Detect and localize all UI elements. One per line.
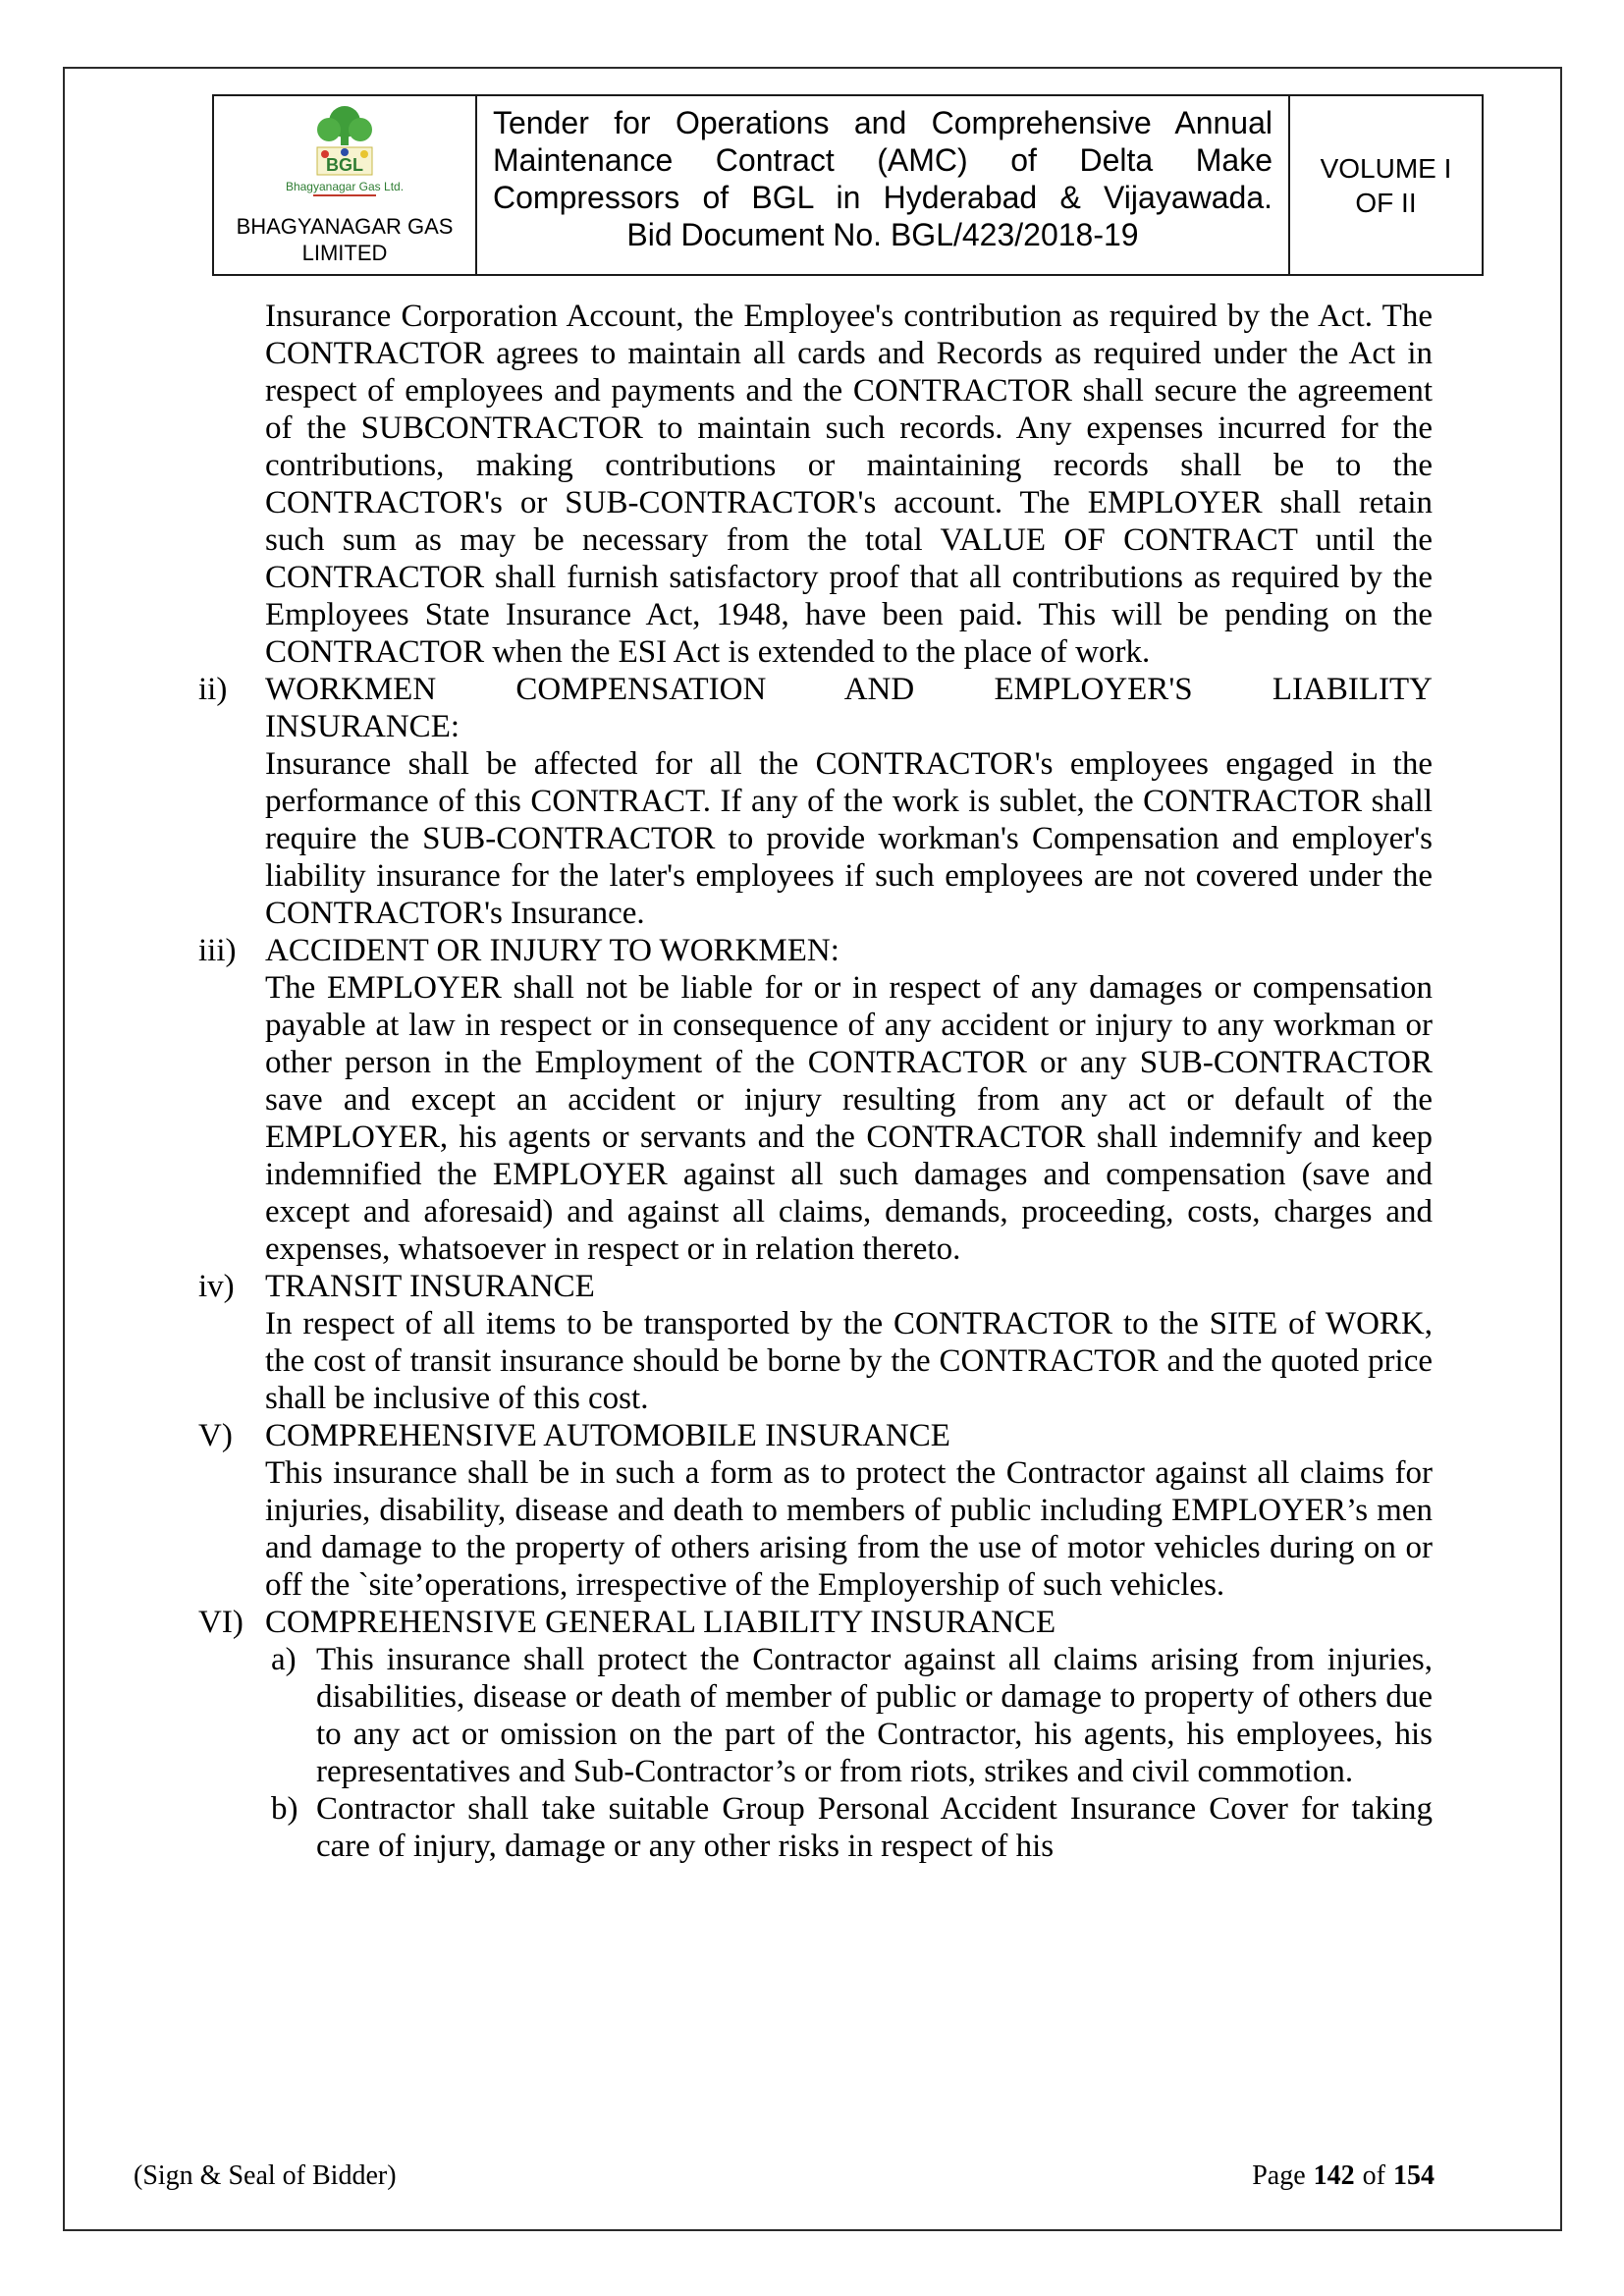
section-paragraph: In respect of all items to be transported by the CONTRACTOR to the SITE of WORK, the cost of transit insurance should be borne by the CONTRACTOR and the quoted price shall be inclusive of this cost. [265,1306,1433,1416]
volume-line-2: OF II [1355,187,1417,218]
logo-tagline: Bhagyanagar Gas Ltd. [285,180,405,193]
bid-document-no: Bid Document No. BGL/423/2018-19 [626,217,1139,252]
section-v [198,1417,1433,1604]
section-iv [198,1268,1433,1417]
document-body [198,298,1433,1865]
page-number [1252,2160,1435,2192]
page-word: Page [1252,2160,1306,2191]
subitem-b [271,1790,1433,1865]
of-word: of [1362,2160,1385,2191]
section-marker: ii) [198,672,228,707]
section-intro [198,298,1433,671]
header-title-cell [477,96,1290,274]
subitem-marker: a) [271,1642,297,1677]
section-marker: VI) [198,1605,244,1640]
org-name: BHAGYANAGAR GAS LIMITED [236,214,454,265]
section-heading: COMPREHENSIVE AUTOMOBILE INSURANCE [265,1418,950,1453]
section-marker: V) [198,1418,233,1453]
section-paragraph: The EMPLOYER shall not be liable for or in respect of any damages or compensation payable at law in respect or in consequence of any accident or injury to any workman or other person in the Employment of the CONTRACTOR or any SUB-CONTRACTOR save and except an accident or injury resulting from any act or default of the EMPLOYER, his agents or servants and the CONTRACTOR shall indemnify and keep indemnified the EMPLOYER against all such damages and compensation (save and except and aforesaid) and against all claims, demands, proceeding, costs, charges and expenses, whatsoever in respect or in relation thereto. [265,970,1433,1267]
volume-line-1: VOLUME I [1320,152,1452,184]
section-heading: COMPREHENSIVE GENERAL LIABILITY INSURANCE [265,1605,1056,1640]
subitem-text: This insurance shall protect the Contractor against all claims arising from injuries, disabilities, disease or death of member of public or damage to property of others due to any act or omission on the part of the Contractor, his agents, his employees, his representatives and Sub-Contractor’s or from riots, strikes and civil commotion. [316,1642,1433,1789]
page-total: 154 [1393,2160,1435,2191]
intro-paragraph: Insurance Corporation Account, the Employee's contribution as required by the Act. The CONTRACTOR agrees to maintain all cards and Records as required under the Act in respect of employees and payments and the CONTRACTOR shall secure the agreement of the SUBCONTRACTOR to maintain such records. Any expenses incurred for the contributions, making contributions or maintaining records shall be to the CONTRACTOR's or SUB-CONTRACTOR's account. The EMPLOYER shall retain such sum as may be necessary from the total VALUE OF CONTRACT until the CONTRACTOR shall furnish satisfactory proof that all contributions as required by the Employees State Insurance Act, 1948, have been paid. This will be pending on the CONTRACTOR when the ESI Act is extended to the place of work. [265,299,1433,670]
document-footer [134,2160,1435,2192]
subitem-text: Contractor shall take suitable Group Personal Accident Insurance Cover for taking care of injury, damage or any other risks in respect of his [316,1791,1433,1864]
document-page [63,67,1562,2231]
tender-title: Tender for Operations and Comprehensive Annual Maintenance Contract (AMC) of Delta Make Compressors of BGL in Hyderabad & Vijayawada. [493,105,1272,215]
section-vi [198,1604,1433,1865]
page-current: 142 [1313,2160,1355,2191]
tree-icon [317,106,372,145]
section-marker: iv) [198,1269,235,1304]
section-marker: iii) [198,933,237,968]
section-heading: WORKMEN COMPENSATION AND EMPLOYER'S LIABILITY [265,672,1433,707]
section-marker [198,298,265,671]
section-iii [198,932,1433,1268]
subitem-marker: b) [271,1791,298,1827]
section-ii [198,671,1433,932]
section-heading: INSURANCE: [265,709,460,744]
section-heading: ACCIDENT OR INJURY TO WORKMEN: [265,933,839,968]
section-paragraph: Insurance shall be affected for all the CONTRACTOR's employees engaged in the performance of this CONTRACT. If any of the work is sublet, the CONTRACTOR shall require the SUB-CONTRACTOR to provide workman's Compensation and employer's liability insurance for the later's employees if such employees are not covered under the CONTRACTOR's Insurance. [265,746,1433,931]
section-paragraph: This insurance shall be in such a form as to protect the Contractor against all claims for injuries, disability, disease and death to members of public including EMPLOYER’s men and damage to the property of others arising from the use of motor vehicles during on or off the `site’operations, irrespective of the Employership of such vehicles. [265,1455,1433,1603]
section-heading: TRANSIT INSURANCE [265,1269,595,1304]
logo-monogram: BGL [326,155,363,175]
volume-cell [1290,96,1482,274]
logo-cell [214,96,477,274]
sign-seal-note: (Sign & Seal of Bidder) [134,2160,397,2191]
subitem-a [271,1641,1433,1790]
document-header [212,94,1484,276]
bgl-logo [280,104,409,208]
